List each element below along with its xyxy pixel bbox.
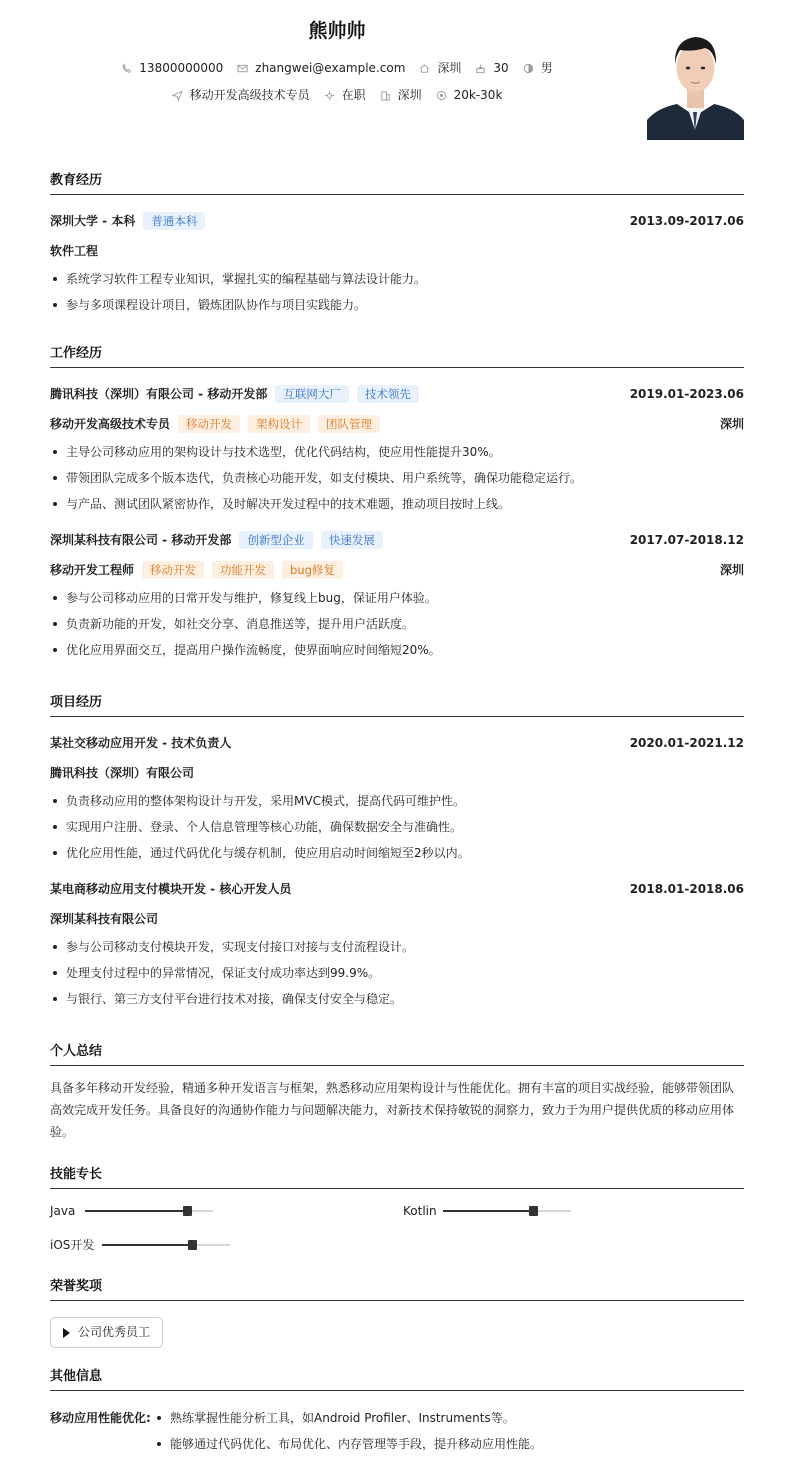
list-item: 负责新功能的开发，如社交分享、消息推送等，提升用户活跃度。 xyxy=(50,611,744,637)
mail-icon xyxy=(237,63,248,74)
project-name: 某电商移动应用支付模块开发 - 核心开发人员 xyxy=(50,881,292,896)
location-text: 深圳 xyxy=(437,61,462,75)
company-name: 深圳某科技有限公司 - 移动开发部 xyxy=(50,532,232,547)
role-tag: bug修复 xyxy=(282,561,343,579)
email-item xyxy=(237,60,405,77)
award-label: 公司优秀员工 xyxy=(78,1325,151,1340)
list-item: 能够通过代码优化、布局优化、内存管理等手段，提升移动应用性能。 xyxy=(154,1431,542,1457)
project-period: 2020.01-2021.12 xyxy=(629,735,744,750)
skill-knob xyxy=(183,1206,192,1216)
work-city-text: 深圳 xyxy=(397,88,422,102)
list-item: 参与公司移动应用的日常开发与维护，修复线上bug，保证用户体验。 xyxy=(50,585,744,611)
other-section xyxy=(50,1368,744,1457)
status-icon xyxy=(324,90,335,101)
projects-section xyxy=(50,694,744,1012)
position-item xyxy=(172,87,310,104)
job-city: 深圳 xyxy=(719,416,744,431)
skill-name: Java xyxy=(50,1204,76,1218)
gender-text: 男 xyxy=(540,61,553,75)
major-row xyxy=(50,236,744,266)
school-name: 深圳大学 - 本科 xyxy=(50,213,136,228)
avatar xyxy=(647,20,744,140)
role-tag: 架构设计 xyxy=(248,415,310,433)
education-section xyxy=(50,172,744,318)
education-title: 教育经历 xyxy=(50,172,744,195)
cake-icon xyxy=(475,63,486,74)
education-header-row xyxy=(50,206,744,236)
gender-icon xyxy=(523,63,534,74)
job-role-row xyxy=(50,555,744,585)
skill-knob xyxy=(188,1240,197,1250)
role-tag: 功能开发 xyxy=(212,561,274,579)
project-header-row xyxy=(50,728,744,758)
gender-item xyxy=(523,60,553,77)
play-triangle-icon xyxy=(63,1328,70,1338)
list-item: 参与多项课程设计项目，锻炼团队协作与项目实践能力。 xyxy=(50,292,744,318)
phone-text: 13800000000 xyxy=(139,61,224,75)
awards-section xyxy=(50,1278,744,1348)
home-icon xyxy=(419,63,430,74)
major-name: 软件工程 xyxy=(50,243,99,258)
phone-item xyxy=(121,60,223,77)
status-text: 在职 xyxy=(341,88,366,102)
list-item: 主导公司移动应用的架构设计与技术选型，优化代码结构，使应用性能提升30%。 xyxy=(50,439,744,465)
position-text: 移动开发高级技术专员 xyxy=(189,88,310,102)
projects-title: 项目经历 xyxy=(50,694,744,717)
skill-item xyxy=(403,1203,571,1220)
job-city: 深圳 xyxy=(719,562,744,577)
summary-text: 具备多年移动开发经验，精通多种开发语言与框架，熟悉移动应用架构设计与性能优化。拥有丰富的项目实战经验，能够带领团队高效完成开发任务。具备良好的沟通协作能力与问题解决能力，对新技术保持敏锐的洞察力，致力于为用户提供优质的移动应用体验。 xyxy=(50,1081,735,1140)
summary-title: 个人总结 xyxy=(50,1043,744,1066)
work-section xyxy=(50,345,744,663)
role-tag: 团队管理 xyxy=(318,415,380,433)
skill-knob xyxy=(529,1206,538,1216)
company-tag: 快速发展 xyxy=(321,531,383,549)
job-role-row xyxy=(50,409,744,439)
role-name: 移动开发高级技术专员 xyxy=(50,416,171,431)
list-item: 负责移动应用的整体架构设计与开发，采用MVC模式，提高代码可维护性。 xyxy=(50,788,744,814)
education-bullets xyxy=(50,266,744,318)
job-header-row xyxy=(50,379,744,409)
contact-row xyxy=(50,60,624,77)
skills-title: 技能专长 xyxy=(50,1166,744,1189)
skill-bar xyxy=(85,1210,213,1212)
list-item: 与产品、测试团队紧密协作，及时解决开发过程中的技术难题，推动项目按时上线。 xyxy=(50,491,744,517)
role-name: 移动开发工程师 xyxy=(50,562,135,577)
job-period: 2019.01-2023.06 xyxy=(629,386,744,401)
project-company: 深圳某科技有限公司 xyxy=(50,911,159,926)
company-name: 腾讯科技（深圳）有限公司 - 移动开发部 xyxy=(50,386,268,401)
project-bullets xyxy=(50,934,744,1012)
skill-item xyxy=(50,1237,230,1254)
work-city-item xyxy=(380,87,422,104)
job-period: 2017.07-2018.12 xyxy=(629,532,744,547)
status-item xyxy=(324,87,366,104)
job-bullets xyxy=(50,439,744,517)
job-header-row xyxy=(50,525,744,555)
job-intent-row xyxy=(50,87,624,104)
coin-icon xyxy=(436,90,447,101)
project-name: 某社交移动应用开发 - 技术负责人 xyxy=(50,735,232,750)
salary-item xyxy=(436,87,503,104)
send-icon xyxy=(172,90,183,101)
project-company-row xyxy=(50,758,744,788)
list-item: 与银行、第三方支付平台进行技术对接，确保支付安全与稳定。 xyxy=(50,986,744,1012)
award-toggle-button[interactable] xyxy=(50,1317,163,1348)
location-item xyxy=(419,60,461,77)
skill-name: iOS开发 xyxy=(50,1238,95,1252)
building-icon xyxy=(380,90,391,101)
role-tag: 移动开发 xyxy=(142,561,204,579)
list-item: 实现用户注册、登录、个人信息管理等核心功能，确保数据安全与准确性。 xyxy=(50,814,744,840)
candidate-name: 熊帅帅 xyxy=(308,20,366,42)
skill-item xyxy=(50,1203,213,1220)
skill-name: Kotlin xyxy=(403,1204,437,1218)
project-bullets xyxy=(50,788,744,866)
summary-section xyxy=(50,1043,744,1143)
school-tag: 普通本科 xyxy=(143,212,205,230)
list-item: 系统学习软件工程专业知识，掌握扎实的编程基础与算法设计能力。 xyxy=(50,266,744,292)
work-title: 工作经历 xyxy=(50,345,744,368)
list-item: 优化应用界面交互，提高用户操作流畅度，使界面响应时间缩短20%。 xyxy=(50,637,744,663)
list-item: 带领团队完成多个版本迭代，负责核心功能开发，如支付模块、用户系统等，确保功能稳定运行。 xyxy=(50,465,744,491)
company-tag: 互联网大厂 xyxy=(275,385,349,403)
education-period: 2013.09-2017.06 xyxy=(629,213,744,228)
phone-icon xyxy=(121,63,132,74)
email-text: zhangwei@example.com xyxy=(255,61,406,75)
list-item: 参与公司移动支付模块开发，实现支付接口对接与支付流程设计。 xyxy=(50,934,744,960)
project-period: 2018.01-2018.06 xyxy=(629,881,744,896)
project-company-row xyxy=(50,904,744,934)
profile-photo xyxy=(647,20,744,140)
job-bullets xyxy=(50,585,744,663)
resume-header xyxy=(50,0,744,150)
skill-bar xyxy=(102,1244,230,1246)
age-item xyxy=(475,60,508,77)
list-item: 优化应用性能，通过代码优化与缓存机制，使应用启动时间缩短至2秒以内。 xyxy=(50,840,744,866)
role-tag: 移动开发 xyxy=(178,415,240,433)
list-item: 熟练掌握性能分析工具，如Android Profiler、Instruments等。 xyxy=(154,1405,515,1431)
awards-title: 荣誉奖项 xyxy=(50,1278,744,1301)
company-tag: 技术领先 xyxy=(357,385,419,403)
company-tag: 创新型企业 xyxy=(239,531,313,549)
age-text: 30 xyxy=(493,61,509,75)
salary-text: 20k-30k xyxy=(453,88,503,102)
project-header-row xyxy=(50,874,744,904)
list-item: 处理支付过程中的异常情况，保证支付成功率达到99.9%。 xyxy=(50,960,744,986)
other-info-row xyxy=(50,1431,744,1457)
other-info-row xyxy=(50,1405,744,1431)
project-company: 腾讯科技（深圳）有限公司 xyxy=(50,765,195,780)
other-label: 移动应用性能优化: xyxy=(50,1410,151,1425)
skill-bar xyxy=(443,1210,571,1212)
skills-section xyxy=(50,1166,744,1262)
other-title: 其他信息 xyxy=(50,1368,744,1391)
